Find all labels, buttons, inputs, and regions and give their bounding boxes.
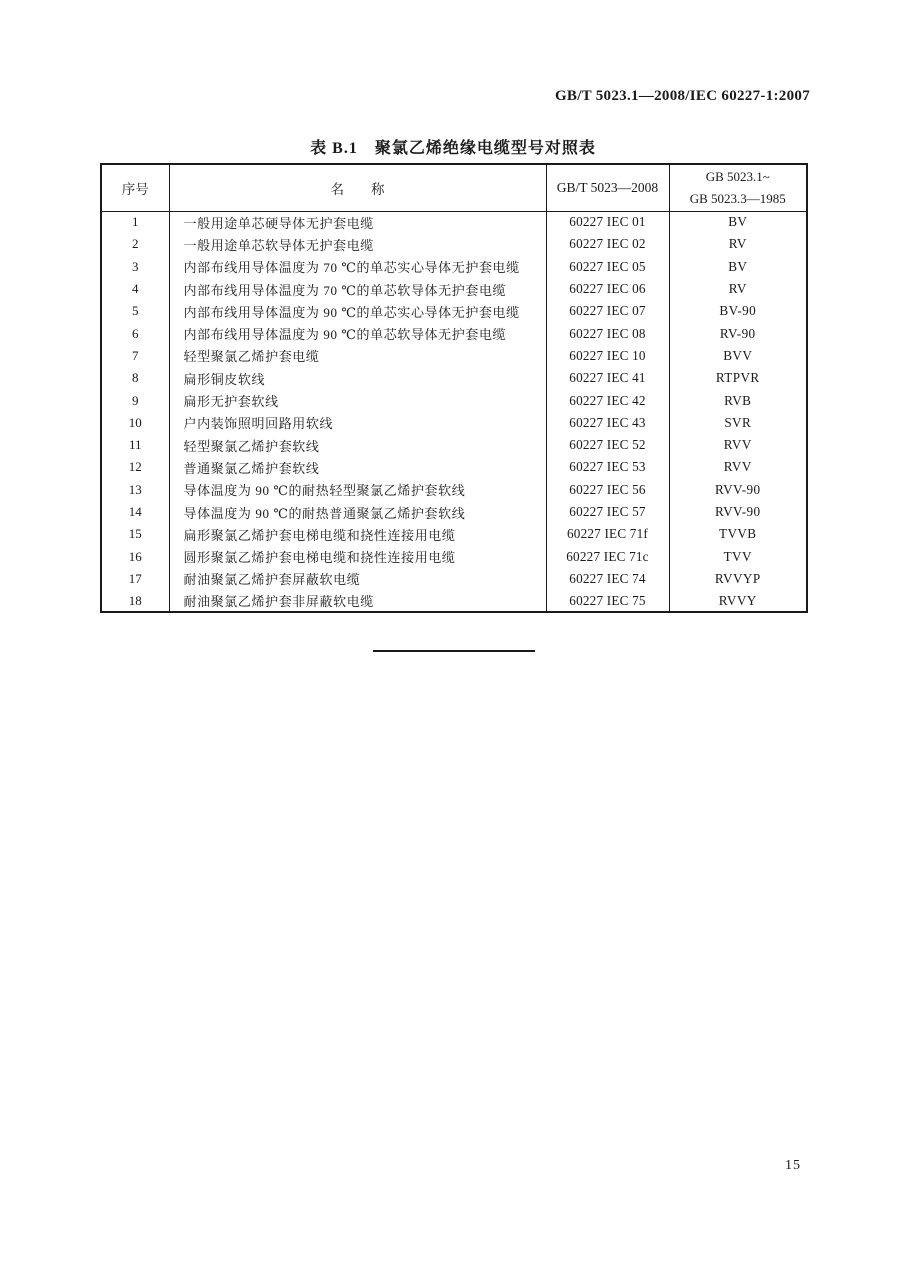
- row-iec-code: 60227 IEC 56: [546, 479, 669, 501]
- row-cable-name: 耐油聚氯乙烯护套屏蔽软电缆: [169, 568, 546, 590]
- row-model-type: BVV: [669, 345, 807, 367]
- row-number: 9: [132, 392, 139, 408]
- row-iec-code: 60227 IEC 10: [546, 345, 669, 367]
- row-iec-code: 60227 IEC 57: [546, 501, 669, 523]
- row-iec-code: 60227 IEC 71f: [546, 523, 669, 545]
- table-row: [101, 568, 807, 590]
- row-iec-code: 60227 IEC 75: [546, 590, 669, 612]
- column-header-no: 序号: [101, 164, 169, 211]
- column-header-gb-old-line1: GB 5023.1~: [705, 169, 770, 185]
- table-row: [101, 590, 807, 612]
- row-cable-name: 轻型聚氯乙烯护套软线: [169, 434, 546, 456]
- row-cable-name: 内部布线用导体温度为 90 ℃的单芯实心导体无护套电缆: [169, 300, 546, 322]
- row-number: 12: [128, 459, 142, 475]
- row-iec-code: 60227 IEC 41: [546, 367, 669, 389]
- row-cable-name: 扁形聚氯乙烯护套电梯电缆和挠性连接用电缆: [169, 523, 546, 545]
- row-iec-code: 60227 IEC 74: [546, 568, 669, 590]
- row-cable-name: 内部布线用导体温度为 70 ℃的单芯软导体无护套电缆: [169, 278, 546, 300]
- table-row: [101, 523, 807, 545]
- row-model-type: RV: [669, 233, 807, 255]
- row-model-type: RTPVR: [669, 367, 807, 389]
- column-header-gb-old: [669, 164, 807, 211]
- table-row: [101, 479, 807, 501]
- row-model-type: RVVYP: [669, 568, 807, 590]
- row-number: 14: [128, 504, 142, 519]
- row-iec-code: 60227 IEC 02: [546, 233, 669, 255]
- row-cable-name: 扁形无护套软线: [169, 389, 546, 411]
- row-model-type: RV-90: [669, 322, 807, 344]
- row-iec-code: 60227 IEC 71c: [546, 545, 669, 567]
- table-row: [101, 322, 807, 344]
- row-number: 2: [132, 236, 139, 252]
- table-row: [101, 345, 807, 367]
- row-number: 15: [128, 526, 142, 542]
- row-model-type: TVVB: [669, 523, 807, 545]
- row-number: 10: [128, 414, 142, 430]
- row-cable-name: 普通聚氯乙烯护套软线: [169, 456, 546, 478]
- row-cable-name: 扁形铜皮软线: [169, 367, 546, 389]
- row-number: 7: [132, 347, 139, 363]
- table-row: [101, 211, 807, 233]
- row-cable-name: 一般用途单芯软导体无护套电缆: [169, 233, 546, 255]
- table-row: [101, 367, 807, 389]
- row-cable-name: 导体温度为 90 ℃的耐热普通聚氯乙烯护套软线: [169, 501, 546, 523]
- row-number: 4: [132, 281, 139, 297]
- table-row: [101, 256, 807, 278]
- row-cable-name: 圆形聚氯乙烯护套电梯电缆和挠性连接用电缆: [169, 545, 546, 567]
- end-of-section-divider: [373, 650, 535, 652]
- row-cable-name: 导体温度为 90 ℃的耐热轻型聚氯乙烯护套软线: [169, 479, 546, 501]
- row-iec-code: 60227 IEC 01: [546, 211, 669, 233]
- row-cable-name: 轻型聚氯乙烯护套电缆: [169, 345, 546, 367]
- row-number: 6: [132, 325, 139, 341]
- table-row: [101, 545, 807, 567]
- row-number: 8: [132, 370, 139, 386]
- row-model-type: RVV-90: [669, 501, 807, 523]
- table-row: [101, 412, 807, 434]
- table-row: [101, 501, 807, 523]
- row-number: 1: [132, 214, 139, 230]
- row-model-type: BV-90: [669, 300, 807, 322]
- row-cable-name: 户内装饰照明回路用软线: [169, 412, 546, 434]
- row-iec-code: 60227 IEC 05: [546, 256, 669, 278]
- row-number: 11: [128, 437, 142, 453]
- table-row: [101, 233, 807, 255]
- row-cable-name: 内部布线用导体温度为 70 ℃的单芯实心导体无护套电缆: [169, 256, 546, 278]
- row-model-type: TVV: [669, 545, 807, 567]
- row-number: 16: [128, 548, 142, 564]
- table-body: [101, 211, 807, 612]
- table-row: [101, 389, 807, 411]
- row-cable-name: 耐油聚氯乙烯护套非屏蔽软电缆: [169, 590, 546, 612]
- row-number: 5: [132, 303, 139, 319]
- row-model-type: BV: [669, 211, 807, 233]
- table-header: [101, 164, 807, 211]
- row-iec-code: 60227 IEC 08: [546, 322, 669, 344]
- table-row: [101, 278, 807, 300]
- row-model-type: BV: [669, 256, 807, 278]
- table-row: [101, 300, 807, 322]
- column-header-name: 名 称: [169, 164, 546, 211]
- row-number: 18: [128, 592, 142, 608]
- row-iec-code: 60227 IEC 43: [546, 412, 669, 434]
- document-code-header: GB/T 5023.1—2008/IEC 60227-1:2007: [554, 88, 810, 104]
- row-model-type: SVR: [669, 412, 807, 434]
- row-model-type: RVV-90: [669, 479, 807, 501]
- row-iec-code: 60227 IEC 42: [546, 389, 669, 411]
- row-iec-code: 60227 IEC 06: [546, 278, 669, 300]
- row-model-type: RVV: [669, 434, 807, 456]
- row-number: 17: [128, 570, 142, 586]
- page-number: 15: [785, 1158, 801, 1173]
- row-iec-code: 60227 IEC 53: [546, 456, 669, 478]
- table-header-row: [101, 164, 807, 211]
- row-model-type: RV: [669, 278, 807, 300]
- row-model-type: RVVY: [669, 590, 807, 612]
- column-header-gb-old-line2: GB 5023.3—1985: [689, 190, 786, 206]
- row-iec-code: 60227 IEC 07: [546, 300, 669, 322]
- row-cable-name: 一般用途单芯硬导体无护套电缆: [169, 211, 546, 233]
- row-iec-code: 60227 IEC 52: [546, 434, 669, 456]
- table-row: [101, 434, 807, 456]
- row-model-type: RVB: [669, 389, 807, 411]
- row-cable-name: 内部布线用导体温度为 90 ℃的单芯软导体无护套电缆: [169, 322, 546, 344]
- table-title: 表 B.1 聚氯乙烯绝缘电缆型号对照表: [310, 140, 596, 157]
- row-model-type: RVV: [669, 456, 807, 478]
- row-number: 3: [132, 258, 139, 274]
- table-row: [101, 456, 807, 478]
- cable-model-comparison-table: [100, 163, 808, 613]
- row-number: 13: [128, 481, 142, 497]
- column-header-gbt: GB/T 5023—2008: [546, 164, 669, 211]
